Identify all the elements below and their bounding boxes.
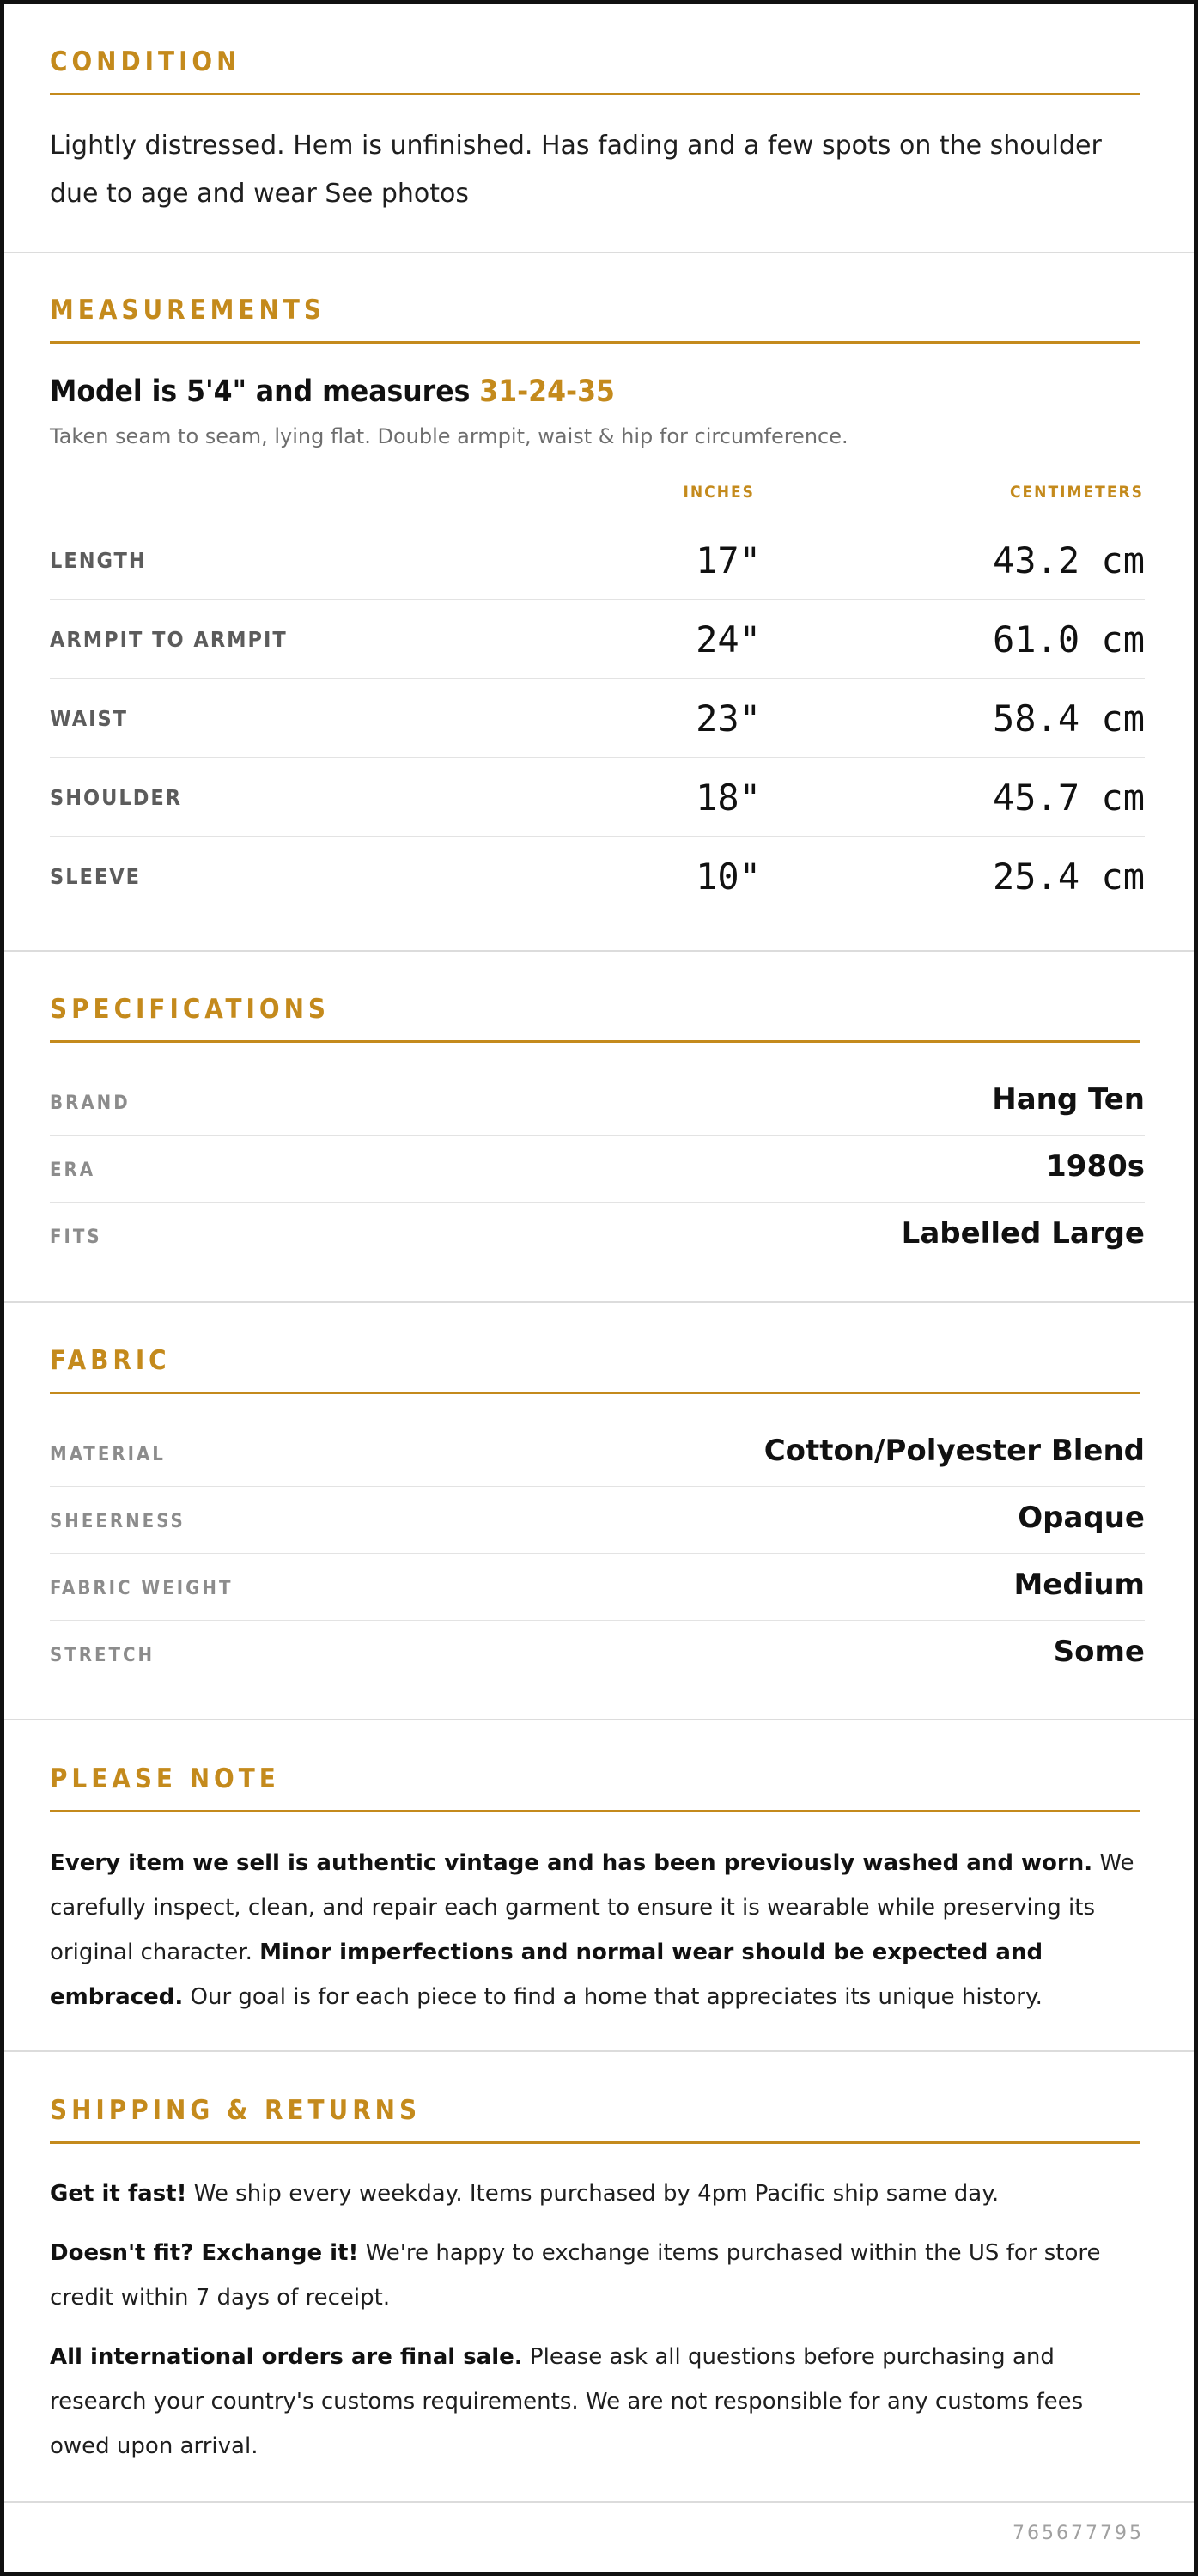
fabric-label: STRETCH [50,1645,155,1666]
spec-row-fits [50,1203,1145,1270]
fabric-row-stretch [50,1621,1145,1688]
measurement-row [50,521,1145,600]
product-sku: 765677795 [1013,2523,1144,2544]
shipping-bold-2: Doesn't fit? Exchange it! [50,2240,359,2266]
measurement-row [50,600,1145,679]
fabric-value: Cotton/Polyester Blend [763,1434,1145,1468]
please-note-bold-2: Minor imperfections and normal wear should be expected and embraced. [50,1940,1043,2010]
fabric-label: FABRIC WEIGHT [50,1578,234,1599]
shipping-paragraph-3 [50,2335,1145,2469]
shipping-title: SHIPPING & RETURNS [50,2095,422,2126]
fabric-row-sheerness [50,1487,1145,1554]
measurement-label: SHOULDER [50,785,183,810]
measurement-inches: 17" [696,539,761,582]
shipping-text-1: We ship every weekday. Items purchased by 4pm Pacific ship same day. [186,2181,1000,2207]
measurement-note: Taken seam to seam, lying flat. Double armpit, waist & hip for circumference. [50,424,848,448]
spec-value: Labelled Large [901,1216,1145,1251]
fabric-value: Medium [1013,1568,1145,1602]
fabric-label: MATERIAL [50,1444,166,1465]
fabric-title: FABRIC [50,1345,171,1376]
measurement-centimeters: 25.4 cm [992,856,1145,898]
please-note-text-1: We carefully inspect, clean, and repair each garment to ensure it is wearable while preserving its original character. [50,1850,1134,1965]
spec-row-brand [50,1069,1145,1136]
fabric-value: Opaque [1018,1501,1145,1535]
shipping-text-3: Please ask all questions before purchasing and research your country's customs requirements. We are not responsible for any customs fees owed upon arrival. [50,2344,1084,2459]
measurement-inches: 10" [696,856,761,898]
section-divider [4,1719,1194,1720]
condition-title: CONDITION [50,46,241,77]
shipping-paragraph-2 [50,2231,1145,2320]
column-header-centimeters: CENTIMETERS [1009,483,1144,502]
please-note-title: PLEASE NOTE [50,1763,280,1794]
spec-label: FITS [50,1227,102,1248]
shipping-bold-3: All international orders are final sale. [50,2344,523,2370]
fabric-label: SHEERNESS [50,1511,185,1532]
section-divider [4,252,1194,253]
measurement-inches: 23" [696,697,761,740]
measurement-label: WAIST [50,706,129,731]
measurement-inches: 24" [696,618,761,661]
please-note-rule [50,1810,1140,1812]
fabric-row-material [50,1420,1145,1487]
spec-value: Hang Ten [992,1082,1145,1117]
shipping-paragraph-1 [50,2171,1145,2216]
column-header-inches: INCHES [683,483,755,502]
please-note-bold-1: Every item we sell is authentic vintage and has been previously washed and worn. [50,1850,1093,1876]
measurement-centimeters: 58.4 cm [992,697,1145,740]
measurement-centimeters: 43.2 cm [992,539,1145,582]
model-measurements [50,375,615,409]
specifications-title: SPECIFICATIONS [50,994,331,1025]
measurement-row [50,837,1145,916]
condition-text: Lightly distressed. Hem is unfinished. Has fading and a few spots on the shoulder due to age and wear See photos [50,131,1102,209]
spec-label: ERA [50,1160,96,1181]
please-note-text [50,1841,1145,2019]
spec-value: 1980s [1046,1149,1145,1184]
shipping-rule [50,2141,1140,2144]
measurement-inches: 18" [696,776,761,819]
measurement-centimeters: 45.7 cm [992,776,1145,819]
model-measurements-highlight: 31-24-35 [479,375,615,409]
measurement-label: SLEEVE [50,864,142,889]
spec-label: BRAND [50,1093,131,1114]
measurements-rule [50,341,1140,344]
please-note-text-2: Our goal is for each piece to find a home that appreciates its unique history. [183,1984,1043,2010]
fabric-rule [50,1392,1140,1394]
fabric-value: Some [1053,1635,1145,1669]
fabric-row-weight [50,1554,1145,1621]
section-divider [4,2501,1194,2503]
section-divider [4,950,1194,952]
measurement-row [50,758,1145,837]
measurement-label: ARMPIT TO ARMPIT [50,627,288,652]
shipping-bold-1: Get it fast! [50,2181,187,2207]
measurement-label: LENGTH [50,548,147,573]
shipping-text-2: We're happy to exchange items purchased within the US for store credit within 7 days of receipt. [50,2240,1101,2311]
measurements-title: MEASUREMENTS [50,295,325,326]
measurement-row [50,679,1145,758]
section-divider [4,2050,1194,2052]
spec-row-era [50,1136,1145,1203]
specifications-rule [50,1040,1140,1043]
condition-rule [50,93,1140,95]
model-measurements-prefix: Model is 5'4" and measures [50,375,480,409]
measurement-centimeters: 61.0 cm [992,618,1145,661]
section-divider [4,1301,1194,1303]
